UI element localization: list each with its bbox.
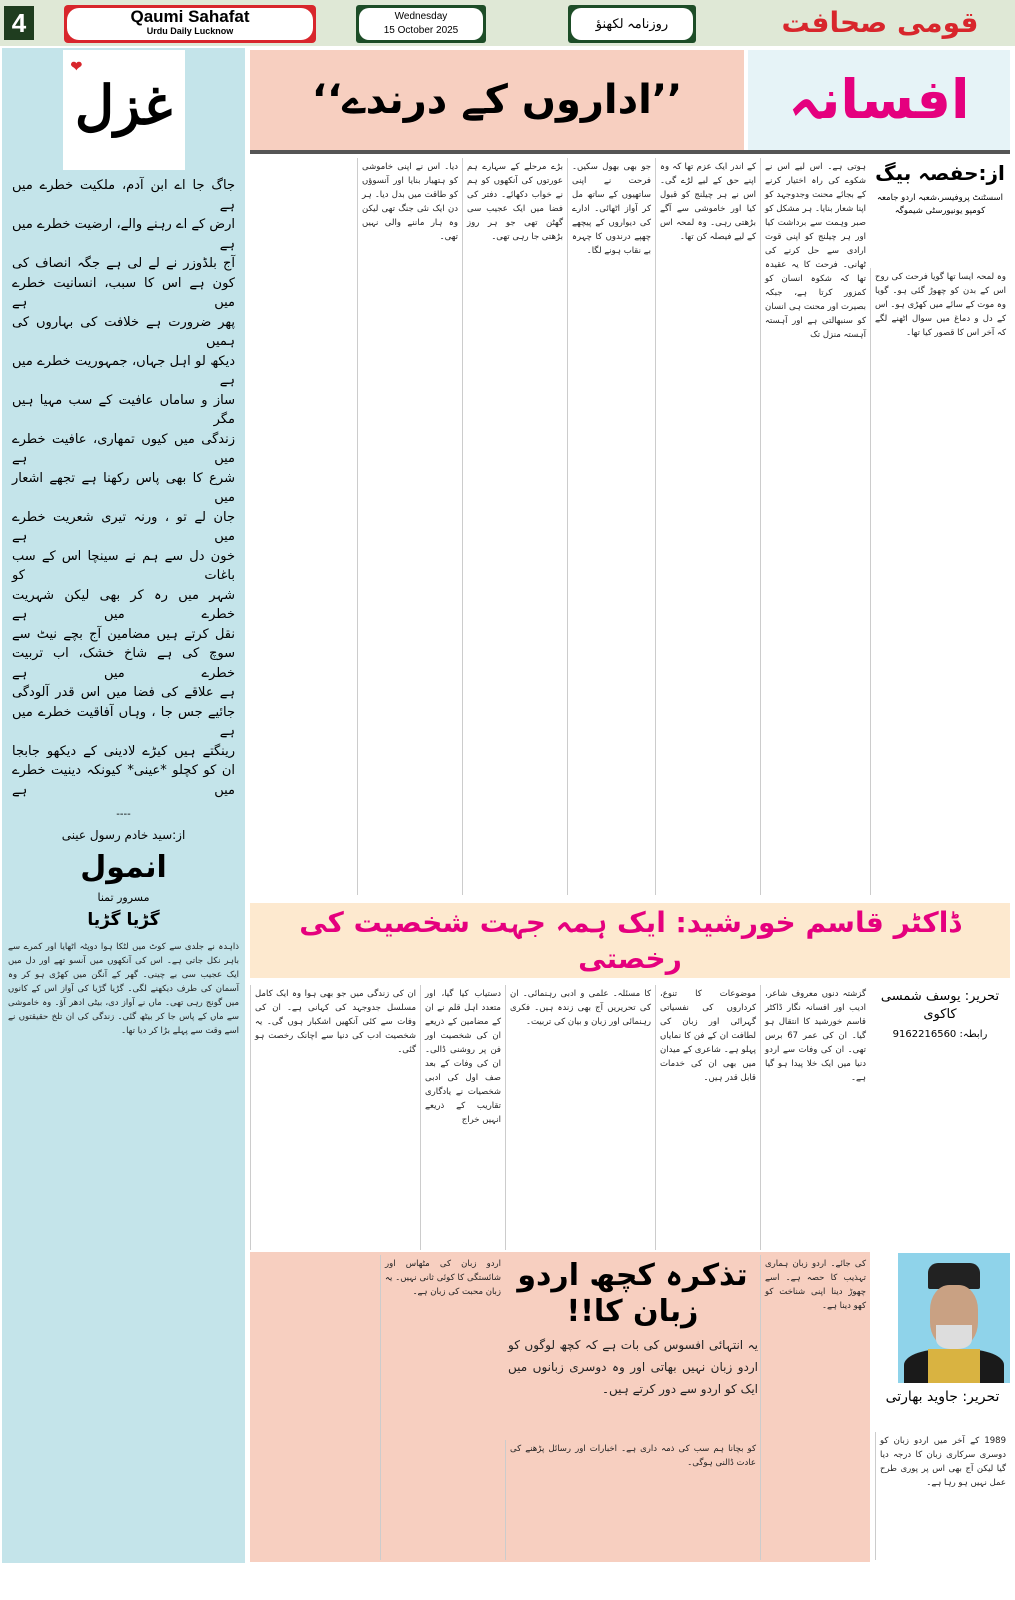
poem-line: نقل کرتے ہیں مضامین آج بچے نیٹ سے: [12, 626, 235, 642]
story2-column: گزشتہ دنوں معروف شاعر، ادیب اور افسانہ نگار ڈاکٹر قاسم خورشید کا انتقال ہو گیا۔ ان کی عمر 67 برس تھی۔ ان کی وفات سے اردو دنیا میں ایک خلا پیدا ہو گیا ہے۔: [760, 985, 870, 1250]
story2-byline: [870, 988, 1010, 1042]
story1-column: ہوتی ہے۔ اس لیے اس نے شکوے کی راہ اختیار کرنے کے بجائے محنت وجدوجہد کو اپنا شعار بنایا۔ ہر مشکل کو صبر وہمت سے برداشت کیا اور ہر چیلنج کو اپنی قوت ارادی سے حل کرنے کی ٹھانی۔ فرحت کا یہ عقیدہ تھا کہ شکوہ انسان کو کمزور کرتا ہے، جبکہ بصیرت اور محنت ہی انسان کو سنبھالتی ہے اور آہستہ آہستہ منزل تک: [760, 158, 870, 895]
story3-author: تحریر: جاوید بھارتی: [885, 1389, 1000, 1405]
story3-column: کو بچانا ہم سب کی ذمہ داری ہے۔ اخبارات اور رسائل پڑھنے کی عادت ڈالنی ہوگی۔: [505, 1440, 760, 1560]
author-photo: [898, 1253, 1010, 1383]
divider-line: [250, 150, 1010, 154]
poem-line: ان کو کچلو *عینی* کیونکہ دینیت خطرے میں ہے: [12, 763, 235, 798]
story1-column: کے اندر ایک عزم تھا کہ وہ اپنے حق کے لیے لڑے گی۔ اس نے ہر چیلنج کو قبول کیا اور خاموشی سے آگے بڑھتی رہی۔ وہ لمحہ اس کے لیے فیصلہ کن تھا۔: [655, 158, 760, 895]
story1-column: وہ لمحہ ایسا تھا گویا فرحت کی روح اس کے بدن کو چھوڑ گئی ہو۔ گویا وہ موت کے سائے میں کھڑی ہو۔ اس کے دل و دماغ میں سوال اٹھنے لگے کہ آخر اس کا قصور کیا تھا۔: [870, 268, 1010, 895]
story-body: ذاہدہ نے جلدی سے کوٹ میں لٹکا ہوا دوپٹہ اٹھایا اور کمرے سے باہر نکل جاتی ہے۔ اس کی آنکھوں میں آنسو تھے اور دل میں ایک عجیب سی بے چینی۔ گھر کے آنگن میں کھڑی ہو کر وہ آسمان کی طرف دیکھنے لگی۔ گڑیا گڑیا کی آواز اس کے کانوں میں گونج رہی تھی۔ ماں نے آواز دی، بیٹی ادھر آؤ۔ وہ خاموشی سے ماں کے پاس جا کر بیٹھ گئی۔ زندگی کی ان تلخ حقیقتوں نے اسے وقت سے پہلے بڑا کر دیا تھا۔: [8, 942, 239, 1036]
left-column: [2, 48, 245, 1563]
divider: ----: [116, 809, 131, 820]
poem-line: دیکھ لو اہل جہاں، جمہوریت خطرے میں ہے: [12, 353, 235, 388]
poem-line: کون ہے اس کا سبب، انسانیت خطرے میں ہے: [12, 275, 235, 310]
poem-line: پھر ضرورت ہے خلافت کی بہاروں کی ہمیں: [12, 314, 235, 349]
story3-column: 1989 کے آخر میں اردو زبان کو دوسری سرکاری زبان کا درجہ دیا گیا لیکن آج بھی اس پر پوری طرح عمل نہیں ہو رہا ہے۔: [875, 1432, 1010, 1560]
date: 15 October 2025: [383, 25, 459, 36]
ghazal-logo: [63, 50, 185, 170]
poem-line: زندگی میں کیوں تمھاری، عافیت خطرے میں ہے: [12, 431, 235, 466]
poem-line: ارض کے اے رہنے والے، ارضیت خطرے میں ہے: [12, 217, 235, 252]
story1-column: جو بھی بھول سکیں۔ فرحت نے اپنی ساتھیوں کے ساتھ مل کر آواز اٹھائی۔ ادارے کی دیواروں کے پیچھے چھپے درندوں کا چہرہ بے نقاب ہونے لگا۔: [567, 158, 655, 895]
story2-contact: رابطہ: 9162216560: [892, 1029, 988, 1040]
poem-line: ہے علاقے کی فضا میں اس قدر آلودگی: [12, 685, 235, 700]
roznama-label: روزنامہ لکھنؤ: [571, 8, 693, 40]
date-box: [356, 5, 486, 43]
poem-line: شہر میں رہ کر بھی لیکن شہریت خطرے میں ہے: [12, 587, 235, 622]
story1-column: دیا۔ اس نے اپنی خاموشی کو ہتھیار بنایا اور آنسوؤں کو طاقت میں بدل دیا۔ ہر دن ایک نئی جنگ تھی لیکن وہ ہار ماننے والی نہیں تھی۔: [357, 158, 462, 895]
masthead: [0, 0, 1015, 46]
story3-headline: تذکرہ کچھ اردو زبان کا!!: [517, 1258, 748, 1329]
story3-lead: یہ انتہائی افسوس کی بات ہے کہ کچھ لوگوں کو اردو زبان نہیں بھاتی اور وہ دوسری زبانوں میں ایک کو اردو سے دور کرتے ہیں۔: [508, 1338, 758, 1396]
story-subtitle: گڑیا گڑیا: [87, 910, 160, 930]
story2-column: ان کی زندگی میں جو بھی ہوا وہ ایک کامل مسلسل جدوجہد کی کہانی ہے۔ ان کی وفات سے کئی آنکھیں اشکبار ہوں گی۔ یہ شخصیت ادب کی دنیا سے اچانک رخصت ہو گئی۔: [250, 985, 420, 1250]
story-author: مسرور تمنا: [97, 891, 150, 904]
newspaper-logo: قومی صحافت: [781, 6, 979, 39]
story1-author: از:حفصہ بیگ: [875, 161, 1005, 185]
story1-author-bio: اسسٹنٹ پروفیسر،شعبہ اردو جامعہ کومپو یونیورسٹی شیموگہ: [876, 193, 1004, 216]
story3-column: اردو زبان کی مٹھاس اور شائستگی کا کوئی ثانی نہیں۔ یہ زبان محبت کی زبان ہے۔: [380, 1255, 505, 1560]
story2-author: تحریر: یوسف شمسی کاکوی: [880, 989, 1000, 1022]
poem-line: جان لے تو ، ورنہ تیری شعریت خطرے میں ہے: [12, 509, 235, 544]
story2-headline: ڈاکٹر قاسم خورشید: ایک ہمہ جہت شخصیت کی رخصتی: [250, 903, 1010, 978]
story-title: انمول: [80, 850, 167, 885]
poem-line: ساز و ساماں عافیت کے سب مہیا ہیں مگر: [12, 392, 235, 427]
poem-line: سوچ کی ہے شاخ خشک، اب تربیت خطرے میں ہے: [12, 646, 235, 681]
page-number: 4: [4, 6, 34, 40]
poem-line: رینگتے ہیں کیڑے لادینی کے دیکھو جابجا: [12, 743, 235, 759]
weekday: Wednesday: [394, 11, 448, 22]
poem-line: آج بلڈوزر نے لے لی ہے جگہ انصاف کی: [12, 256, 235, 271]
poem-line: جاگ جا اے ابن آدم، ملکیت خطرے میں ہے: [12, 178, 235, 213]
ghazal-logo-text: غزل: [74, 73, 173, 137]
heart-icon: ❤: [70, 59, 83, 75]
story2-column: موضوعات کا تنوع، کرداروں کی نفسیاتی گہرائی اور زبان کی لطافت ان کے فن کا نمایاں پہلو ہے۔ شاعری کے میدان میں بھی ان کی خدمات قابل قدر ہیں۔: [655, 985, 760, 1250]
section-afsana: افسانہ: [748, 50, 1010, 150]
brand-title: Qaumi Sahafat: [130, 7, 250, 26]
poet-name: از:سید خادم رسول عینی: [61, 828, 186, 842]
poem-line: جائیے جس جا ، وہاں آفاقیت خطرے میں ہے: [12, 704, 235, 739]
roznama-box: [568, 5, 696, 43]
story1-headline: ’’اداروں کے درندے‘‘: [250, 50, 744, 150]
story2-column: دستیاب کیا گیا، اور متعدد اہل قلم نے ان کے مضامین کے ذریعے ان کی شخصیت اور فن پر روشنی ڈالی۔ ان کی وفات کے بعد صف اول کی ادبی شخصیات نے یادگاری تقاریب کے ذریعے انہیں خراج: [420, 985, 505, 1250]
story1-column: بڑے مرحلے کے سہارے ہم عورتوں کی آنکھوں کو ہم نے خواب دکھائے۔ دفتر کی فضا میں ایک عجیب سی گھٹن تھی جو ہر روز بڑھتی جا رہی تھی۔: [462, 158, 567, 895]
poem: [12, 176, 235, 800]
story1-byline: [870, 160, 1010, 218]
story3-column: کی جائے۔ اردو زبان ہماری تہذیب کا حصہ ہے۔ اسے چھوڑ دینا اپنی شناخت کو کھو دینا ہے۔: [760, 1255, 870, 1560]
brand-subtitle: Urdu Daily Lucknow: [146, 26, 234, 36]
brand-box: [64, 5, 316, 43]
poem-line: خون دل سے ہم نے سینچا اس کے سب باغات کو: [12, 548, 235, 583]
poem-line: شرع کا بھی پاس رکھنا ہے تجھے اشعار میں: [12, 470, 235, 505]
story2-column: کا مسئلہ۔ علمی و ادبی رہنمائی۔ ان کی تحریریں آج بھی زندہ ہیں۔ فکری رہنمائی اور زبان و بیان کی تربیت۔: [505, 985, 655, 1250]
